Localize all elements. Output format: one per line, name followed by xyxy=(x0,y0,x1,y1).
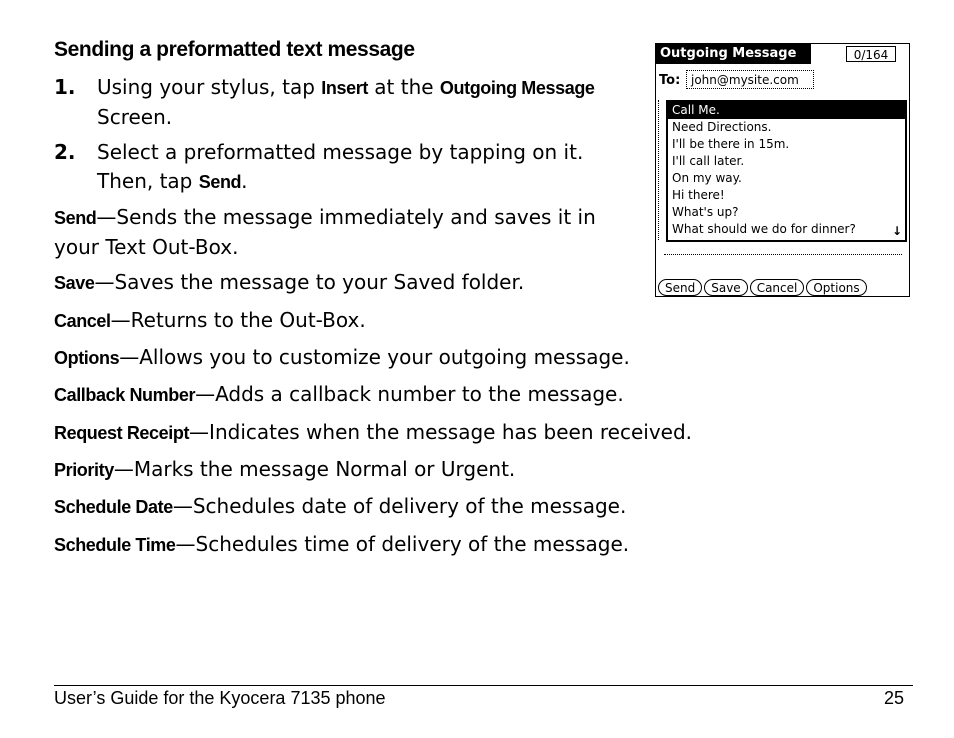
footer-title: User’s Guide for the Kyocera 7135 phone xyxy=(54,688,386,708)
footer-divider xyxy=(54,685,913,686)
list-item[interactable]: On my way. xyxy=(672,171,742,185)
step-2 xyxy=(54,138,627,197)
message-area-edge xyxy=(658,100,665,240)
definition-callback-number: Callback Number—Adds a callback number to the message. xyxy=(54,382,624,406)
term-insert: Insert xyxy=(321,78,368,98)
step-number: 1. xyxy=(54,75,76,99)
definition-cancel: Cancel—Returns to the Out-Box. xyxy=(54,308,366,332)
step-1 xyxy=(54,73,657,132)
scroll-down-arrow-icon[interactable]: ↓ xyxy=(891,224,902,238)
preformatted-message-list[interactable] xyxy=(666,100,907,242)
term-send: Send xyxy=(198,172,242,192)
cancel-button[interactable]: Cancel xyxy=(750,279,805,296)
list-item[interactable]: I'll be there in 15m. xyxy=(672,137,790,151)
definition-save: Save—Saves the message to your Saved folder. xyxy=(54,270,525,294)
list-item[interactable]: I'll call later. xyxy=(672,154,745,168)
step-text: Using your stylus, tap Insert at the Outgoing Message Screen. xyxy=(97,75,595,129)
save-button[interactable]: Save xyxy=(704,279,747,296)
send-button[interactable]: Send xyxy=(658,279,702,296)
section-heading: Sending a preformatted text message xyxy=(54,38,415,61)
list-item[interactable]: What's up? xyxy=(672,205,739,219)
list-item[interactable]: Hi there! xyxy=(672,188,725,202)
page-number: 25 xyxy=(884,688,905,708)
definition-options: Options—Allows you to customize your outgoing message. xyxy=(54,345,630,369)
list-item[interactable]: Call Me. xyxy=(668,102,905,119)
step-number: 2. xyxy=(54,140,76,164)
definition-schedule-date: Schedule Date—Schedules date of delivery of the message. xyxy=(54,494,627,518)
character-counter: 0/164 xyxy=(846,46,896,62)
step-text: Select a preformatted message by tapping on it. Then, tap Send. xyxy=(97,140,584,193)
options-button[interactable]: Options xyxy=(806,279,866,296)
list-item[interactable]: Need Directions. xyxy=(672,120,772,134)
definition-send: Send—Sends the message immediately and saves it in your Text Out-Box. xyxy=(54,205,596,259)
divider xyxy=(664,254,902,255)
definition-schedule-time: Schedule Time—Schedules time of delivery of the message. xyxy=(54,532,630,556)
definition-priority: Priority—Marks the message Normal or Urgent. xyxy=(54,457,516,481)
list-item[interactable]: What should we do for dinner? xyxy=(672,222,856,236)
outgoing-message-screen xyxy=(655,43,910,297)
term-outgoing-message: Outgoing Message xyxy=(439,78,595,98)
button-row xyxy=(658,277,869,295)
to-label: To: xyxy=(659,73,681,88)
screen-title: Outgoing Message xyxy=(656,44,811,64)
to-field[interactable]: john@mysite.com xyxy=(686,70,814,89)
definition-request-receipt: Request Receipt—Indicates when the message has been received. xyxy=(54,420,693,444)
